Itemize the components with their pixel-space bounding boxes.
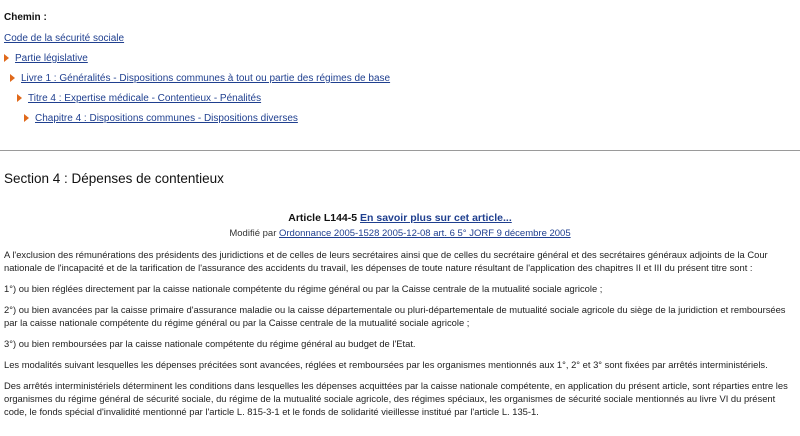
more-info-link[interactable]: En savoir plus sur cet article... [360, 212, 512, 224]
breadcrumb-link-titre[interactable]: Titre 4 : Expertise médicale - Contentieux - Pénalités [28, 93, 262, 104]
breadcrumb-item-livre [10, 73, 390, 84]
article-number: Article L144-5 [288, 212, 358, 224]
breadcrumb-link-code[interactable]: Code de la sécurité sociale [4, 33, 125, 44]
paragraph-modalites: Les modalités suivant lesquelles les dépenses précitées sont avancées, réglées et remboursées par les organismes mentionnés aux 1°, 2° et 3° sont fixées par arrêtés interministériels. [4, 359, 768, 370]
modified-prefix: Modifié par [229, 228, 277, 239]
arrow-right-icon [4, 54, 9, 62]
paragraph-item-2: 2°) ou bien avancées par la caisse primaire d'assurance maladie ou la caisse départementale ou pluri-départementale de mutualité sociale agricole du siège de la juridiction et remboursées par la caisse nationale compétente du régime général ou par la Caisse centrale de la mutualité sociale agricole ; [4, 304, 786, 328]
paragraph-arretes: Des arrêtés interministériels déterminent les conditions dans lesquelles les dépenses acquittées par la caisse nationale compétente, en application du présent article, sont réparties entre les organismes du régime général de sécurité sociale, du régime de la mutualité sociale agricole, des régimes spéciaux, les organismes de sécurité sociale mentionnés au livre VI du présent code, le fonds spécial d'invalidité mentionné par l'article L. 815-3-1 et le fonds de solidarité vieillesse institué par l'article L. 135-1. [4, 380, 788, 417]
paragraph-intro: A l'exclusion des rémunérations des présidents des juridictions et de celles de leurs secrétaires ainsi que de celles du secrétaire général et des secrétaires généraux adjoints de la Cour nationale de l'incapacité et de la tarification de l'assurance des accidents du travail, les dépenses de toute nature résultant de l'application des chapitres II et III du présent titre sont : [4, 249, 768, 273]
article-body [4, 248, 794, 426]
breadcrumb-link-livre[interactable]: Livre 1 : Généralités - Dispositions communes à tout ou partie des régimes de base [21, 73, 391, 84]
paragraph-item-3: 3°) ou bien remboursées par la caisse nationale compétente du régime général au budget de l'Etat. [4, 338, 416, 349]
article-heading [0, 212, 800, 224]
divider [0, 150, 800, 151]
breadcrumb-item-code [4, 33, 124, 44]
modification-line [0, 228, 800, 239]
chemin-label: Chemin : [4, 12, 47, 23]
arrow-right-icon [17, 94, 22, 102]
ordonnance-link[interactable]: Ordonnance 2005-1528 2005-12-08 art. 6 5° JORF 9 décembre 2005 [279, 228, 571, 239]
paragraph-item-1: 1°) ou bien réglées directement par la caisse nationale compétente du régime général ou par la Caisse centrale de la mutualité sociale agricole ; [4, 283, 603, 294]
breadcrumb-item-partie [4, 53, 88, 64]
arrow-right-icon [10, 74, 15, 82]
breadcrumb-item-titre [17, 93, 261, 104]
breadcrumb-link-chapitre[interactable]: Chapitre 4 : Dispositions communes - Dispositions diverses [35, 113, 298, 124]
breadcrumb-item-chapitre [24, 113, 298, 124]
arrow-right-icon [24, 114, 29, 122]
section-title: Section 4 : Dépenses de contentieux [4, 171, 224, 186]
breadcrumb-link-partie[interactable]: Partie législative [15, 53, 88, 64]
